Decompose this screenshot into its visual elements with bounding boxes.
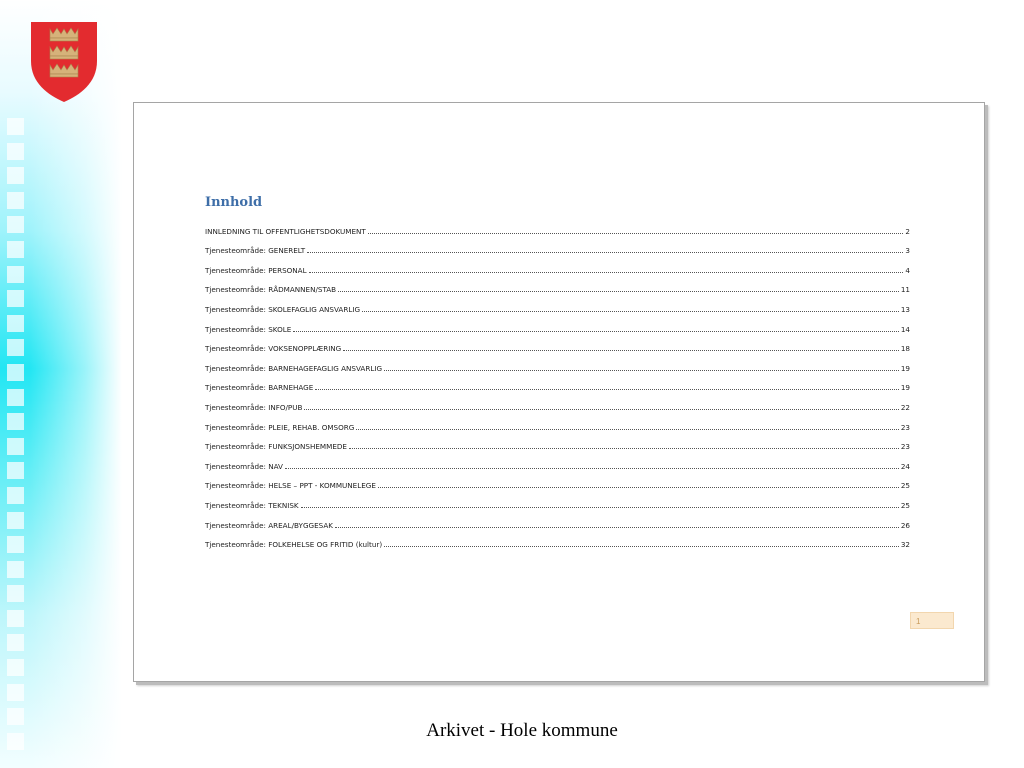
toc-leader-dots <box>343 349 899 351</box>
toc-entry-page: 11 <box>900 285 910 295</box>
square <box>7 364 24 381</box>
toc-entry-title: Tjenesteområde: GENERELT <box>205 246 306 256</box>
toc-entry[interactable] <box>205 471 910 491</box>
toc-entry[interactable] <box>205 255 910 275</box>
decorative-side-strip <box>0 0 122 768</box>
square-column <box>7 118 25 757</box>
toc-entry-page: 32 <box>900 540 910 550</box>
square <box>7 684 24 701</box>
toc-leader-dots <box>309 271 904 273</box>
toc-entry-title: Tjenesteområde: FUNKSJONSHEMMEDE <box>205 442 347 452</box>
toc-entry-title: Tjenesteområde: AREAL/BYGGESAK <box>205 520 333 530</box>
toc-entry-page: 2 <box>905 226 910 236</box>
toc-entry-page: 23 <box>900 422 910 432</box>
toc-title: Innhold <box>205 195 263 210</box>
toc-leader-dots <box>378 486 899 488</box>
toc-entry[interactable] <box>205 432 910 452</box>
square <box>7 167 24 184</box>
toc-leader-dots <box>384 545 899 547</box>
square <box>7 241 24 258</box>
toc-entry-page: 19 <box>900 363 910 373</box>
toc-entry[interactable] <box>205 216 910 236</box>
square <box>7 610 24 627</box>
square <box>7 413 24 430</box>
square <box>7 634 24 651</box>
toc-leader-dots <box>384 369 899 371</box>
toc-entry-page: 14 <box>900 324 910 334</box>
document-page <box>133 102 985 682</box>
footer-caption: Arkivet - Hole kommune <box>426 720 618 741</box>
toc-entry[interactable] <box>205 373 910 393</box>
toc-entry[interactable] <box>205 275 910 295</box>
toc-entry-title: Tjenesteområde: TEKNISK <box>205 500 299 510</box>
toc-leader-dots <box>304 408 898 410</box>
toc-entry-page: 22 <box>900 402 910 412</box>
toc-entry[interactable] <box>205 236 910 256</box>
toc-leader-dots <box>307 251 903 253</box>
toc-entry-page: 25 <box>900 481 910 491</box>
strip-fade <box>30 0 122 768</box>
toc-leader-dots <box>293 330 899 332</box>
toc-entry-title: Tjenesteområde: VOKSENOPPLÆRING <box>205 344 342 354</box>
toc-leader-dots <box>356 428 899 430</box>
square <box>7 659 24 676</box>
toc-leader-dots <box>338 290 899 292</box>
toc-entry-page: 13 <box>900 304 910 314</box>
toc-entry[interactable] <box>205 510 910 530</box>
square <box>7 536 24 553</box>
square <box>7 438 24 455</box>
square <box>7 561 24 578</box>
toc-entry[interactable] <box>205 334 910 354</box>
square <box>7 143 24 160</box>
toc-entry-page: 3 <box>905 246 910 256</box>
toc-entry-title: INNLEDNING TIL OFFENTLIGHETSDOKUMENT <box>205 226 366 236</box>
toc-entry-title: Tjenesteområde: BARNEHAGEFAGLIG ANSVARLIG <box>205 363 383 373</box>
square <box>7 192 24 209</box>
toc-entry[interactable] <box>205 314 910 334</box>
square <box>7 315 24 332</box>
toc-entry-page: 26 <box>900 520 910 530</box>
toc-leader-dots <box>285 467 899 469</box>
coat-of-arms-icon <box>30 21 98 103</box>
toc-entry-title: Tjenesteområde: RÅDMANNEN/STAB <box>205 285 337 295</box>
square <box>7 389 24 406</box>
toc-entry[interactable] <box>205 392 910 412</box>
page-number: 1 <box>910 612 954 629</box>
square <box>7 290 24 307</box>
toc-entry[interactable] <box>205 530 910 550</box>
toc-entry-title: Tjenesteområde: BARNEHAGE <box>205 383 314 393</box>
toc-leader-dots <box>349 447 899 449</box>
toc-leader-dots <box>301 506 899 508</box>
toc-leader-dots <box>315 388 899 390</box>
toc-entry-title: Tjenesteområde: HELSE – PPT - KOMMUNELEGE <box>205 481 376 491</box>
square <box>7 118 24 135</box>
toc-entry-page: 19 <box>900 383 910 393</box>
toc-entry-title: Tjenesteområde: PLEIE, REHAB. OMSORG <box>205 422 355 432</box>
toc-entry-page: 23 <box>900 442 910 452</box>
toc-entry[interactable] <box>205 490 910 510</box>
toc-entry-page: 18 <box>900 344 910 354</box>
toc-entry-page: 4 <box>905 265 910 275</box>
square <box>7 462 24 479</box>
toc-entry-title: Tjenesteområde: NAV <box>205 461 283 471</box>
toc-leader-dots <box>368 232 904 234</box>
toc-entry[interactable] <box>205 294 910 314</box>
toc-leader-dots <box>362 310 899 312</box>
toc-entry-title: Tjenesteområde: SKOLEFAGLIG ANSVARLIG <box>205 304 361 314</box>
toc-list <box>205 216 910 549</box>
toc-entry-title: Tjenesteområde: PERSONAL <box>205 265 307 275</box>
toc-entry[interactable] <box>205 412 910 432</box>
square <box>7 512 24 529</box>
toc-entry[interactable] <box>205 451 910 471</box>
toc-entry-title: Tjenesteområde: SKOLE <box>205 324 292 334</box>
toc-leader-dots <box>335 526 899 528</box>
square <box>7 266 24 283</box>
toc-entry-page: 24 <box>900 461 910 471</box>
toc-entry-title: Tjenesteområde: FOLKEHELSE OG FRITID (kultur) <box>205 540 383 550</box>
toc-entry-page: 25 <box>900 500 910 510</box>
square <box>7 216 24 233</box>
toc-entry-title: Tjenesteområde: INFO/PUB <box>205 402 303 412</box>
toc-entry[interactable] <box>205 353 910 373</box>
square <box>7 487 24 504</box>
square <box>7 339 24 356</box>
square <box>7 585 24 602</box>
